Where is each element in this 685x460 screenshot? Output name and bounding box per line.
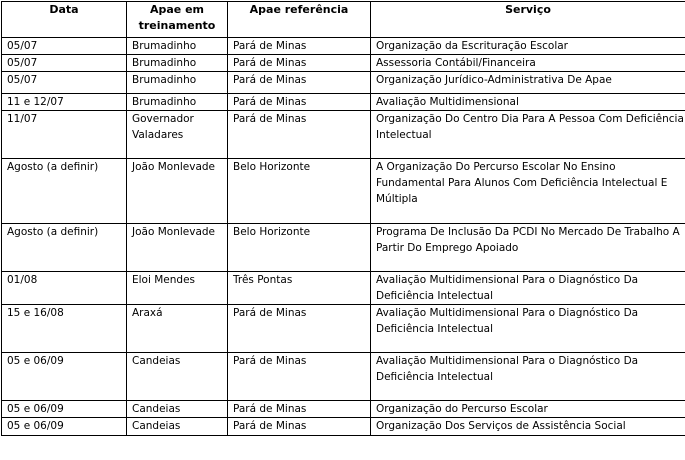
- cell-servico: Assessoria Contábil/Financeira: [371, 55, 685, 72]
- cell-data: 11 e 12/07: [2, 94, 127, 111]
- cell-data: Agosto (a definir): [2, 224, 127, 272]
- cell-apae-referencia: Pará de Minas: [228, 72, 371, 94]
- header-data: Data: [2, 2, 127, 38]
- cell-data: 11/07: [2, 111, 127, 159]
- cell-apae-treinamento: Eloi Mendes: [127, 272, 228, 305]
- cell-apae-treinamento: Brumadinho: [127, 72, 228, 94]
- cell-data: 05/07: [2, 55, 127, 72]
- cell-apae-referencia: Pará de Minas: [228, 305, 371, 353]
- cell-apae-referencia: Pará de Minas: [228, 55, 371, 72]
- cell-servico: Programa De Inclusão Da PCDI No Mercado De Trabalho A Partir Do Emprego Apoiado: [371, 224, 685, 272]
- table-row: [2, 401, 685, 418]
- table-row: [2, 55, 685, 72]
- cell-servico: Organização Dos Serviços de Assistência Social: [371, 418, 685, 436]
- cell-servico: Organização da Escrituração Escolar: [371, 38, 685, 55]
- table-row: [2, 159, 685, 224]
- cell-apae-referencia: Pará de Minas: [228, 111, 371, 159]
- cell-apae-referencia: Três Pontas: [228, 272, 371, 305]
- header-servico: Serviço: [371, 2, 685, 38]
- cell-apae-referencia: Pará de Minas: [228, 38, 371, 55]
- cell-servico: A Organização Do Percurso Escolar No Ensino Fundamental Para Alunos Com Deficiência Intelectual E Múltipla: [371, 159, 685, 224]
- cell-servico: Organização Jurídico-Administrativa De Apae: [371, 72, 685, 94]
- cell-data: 05/07: [2, 38, 127, 55]
- cell-apae-referencia: Pará de Minas: [228, 94, 371, 111]
- cell-apae-referencia: Pará de Minas: [228, 353, 371, 401]
- cell-apae-treinamento: Candeias: [127, 353, 228, 401]
- header-apae-referencia: Apae referência: [228, 2, 371, 38]
- cell-data: 05 e 06/09: [2, 353, 127, 401]
- header-apae-em-treinamento: Apae em treinamento: [127, 2, 228, 38]
- cell-servico: Organização Do Centro Dia Para A Pessoa Com Deficiência Intelectual: [371, 111, 685, 159]
- cell-servico: Avaliação Multidimensional Para o Diagnóstico Da Deficiência Intelectual: [371, 272, 685, 305]
- cell-apae-treinamento: Governador Valadares: [127, 111, 228, 159]
- table-row: [2, 272, 685, 305]
- cell-apae-treinamento: Brumadinho: [127, 94, 228, 111]
- cell-apae-treinamento: Araxá: [127, 305, 228, 353]
- cell-apae-treinamento: Brumadinho: [127, 55, 228, 72]
- cell-apae-referencia: Pará de Minas: [228, 401, 371, 418]
- table-row: [2, 72, 685, 94]
- cell-servico: Avaliação Multidimensional: [371, 94, 685, 111]
- cell-data: 05 e 06/09: [2, 401, 127, 418]
- cell-servico: Avaliação Multidimensional Para o Diagnóstico Da Deficiência Intelectual: [371, 305, 685, 353]
- cell-data: Agosto (a definir): [2, 159, 127, 224]
- cell-apae-referencia: Pará de Minas: [228, 418, 371, 436]
- schedule-table: [1, 1, 685, 436]
- table-row: [2, 38, 685, 55]
- cell-data: 01/08: [2, 272, 127, 305]
- table-row: [2, 305, 685, 353]
- header-row: [2, 2, 685, 38]
- cell-apae-referencia: Belo Horizonte: [228, 159, 371, 224]
- cell-apae-treinamento: João Monlevade: [127, 224, 228, 272]
- cell-data: 05 e 06/09: [2, 418, 127, 436]
- table-row: [2, 224, 685, 272]
- cell-servico: Organização do Percurso Escolar: [371, 401, 685, 418]
- table-row: [2, 353, 685, 401]
- cell-data: 05/07: [2, 72, 127, 94]
- cell-servico: Avaliação Multidimensional Para o Diagnóstico Da Deficiência Intelectual: [371, 353, 685, 401]
- table-row: [2, 418, 685, 436]
- cell-apae-treinamento: Candeias: [127, 401, 228, 418]
- cell-apae-treinamento: Brumadinho: [127, 38, 228, 55]
- cell-apae-treinamento: João Monlevade: [127, 159, 228, 224]
- table-row: [2, 94, 685, 111]
- cell-apae-referencia: Belo Horizonte: [228, 224, 371, 272]
- cell-apae-treinamento: Candeias: [127, 418, 228, 436]
- table-row: [2, 111, 685, 159]
- cell-data: 15 e 16/08: [2, 305, 127, 353]
